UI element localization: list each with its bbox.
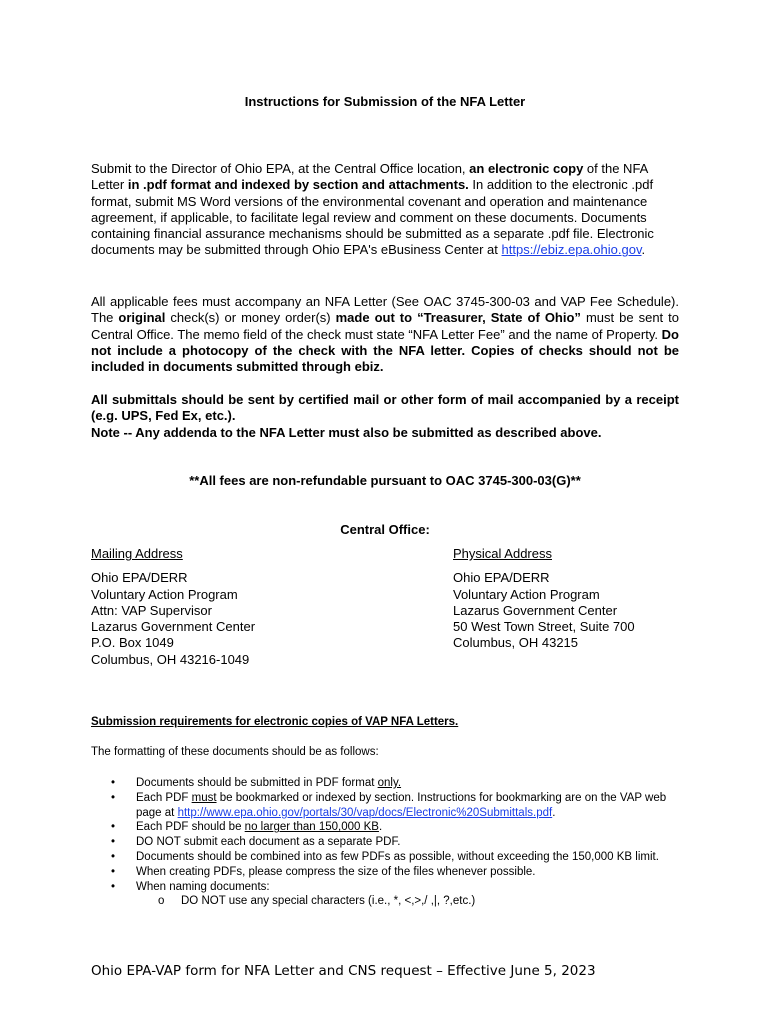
central-office-heading: Central Office: (340, 522, 430, 537)
submission-requirements-heading: Submission requirements for electronic copies of VAP NFA Letters. (91, 716, 459, 728)
list-item: • When creating PDFs, please compress the size of the files whenever possible. (111, 865, 536, 878)
address-line: Columbus, OH 43215 (453, 635, 579, 651)
list-item: • Each PDF must be bookmarked or indexed by section. Instructions for bookmarking are on the VAP web page at http://www.epa.ohio.gov/portals/30/vap/docs/Electronic%20Submittals.pdf. (111, 791, 667, 819)
address-line: Ohio EPA/DERR (453, 570, 550, 586)
address-line: Lazarus Government Center (453, 602, 618, 618)
address-line: Voluntary Action Program (453, 586, 600, 602)
address-line: P.O. Box 1049 (91, 635, 174, 651)
list-item: • Documents should be combined into as few PDFs as possible, without exceeding the 150,000 KB limit. (111, 850, 659, 863)
address-line: Voluntary Action Program (91, 586, 238, 602)
list-item: • Each PDF should be no larger than 150,000 KB. (111, 821, 383, 834)
paragraph-electronic-submission: Submit to the Director of Ohio EPA, at the Central Office location, an electronic copy of the NFA Letter in .pdf format and indexed by section and attachments. In addition to the electronic .pdf format, submit MS Word versions of the environmental covenant and operation and maintenance agreement, if applicable, to facilitate legal review and comment on these documents. Documents containing financial assurance mechanisms should be submitted as a separate .pdf file. Electronic documents may be submitted through Ohio EPA's eBusiness Center at https://ebiz.epa.ohio.gov. (91, 161, 654, 258)
address-line: Attn: VAP Supervisor (91, 602, 212, 618)
formatting-intro: The formatting of these documents should be as follows: (91, 746, 379, 758)
bullet-icon: • (111, 850, 116, 863)
page-footer: Ohio EPA-VAP form for NFA Letter and CNS request – Effective June 5, 2023 (91, 963, 596, 979)
paragraph-fees: All applicable fees must accompany an NFA Letter (See OAC 3745-300-03 and VAP Fee Schedule). The original check(s) or money order(s) made out to “Treasurer, State of Ohio” must be sent to Central Office. The memo field of the check must state “NFA Letter Fee” and the name of Property. Do not include a photocopy of the check with the NFA letter. Copies of checks should not be included in documents submitted through ebiz. (91, 294, 680, 375)
list-item: • Documents should be submitted in PDF format only. (111, 777, 402, 789)
electronic-submittals-link[interactable]: http://www.epa.ohio.gov/portals/30/vap/docs/Electronic%20Submittals.pdf (177, 806, 553, 819)
document-title: Instructions for Submission of the NFA Letter (244, 94, 526, 109)
bullet-icon: • (111, 865, 116, 878)
paragraph-submittals: All submittals should be sent by certified mail or other form of mail accompanied by a receipt (e.g. UPS, Fed Ex, etc.). Note -- Any addenda to the NFA Letter must also be submitted as described above. (91, 392, 679, 440)
physical-address-block (453, 546, 635, 652)
address-line: Ohio EPA/DERR (91, 570, 188, 586)
mailing-address-block (91, 546, 255, 668)
address-line: 50 West Town Street, Suite 700 (453, 619, 635, 635)
bullet-icon: • (111, 821, 116, 834)
sub-bullet-icon: o (158, 895, 165, 908)
fees-non-refundable-note: **All fees are non-refundable pursuant to OAC 3745-300-03(G)** (189, 473, 581, 488)
list-item: • When naming documents: (111, 880, 270, 893)
address-line: Lazarus Government Center (91, 619, 256, 635)
address-line: Columbus, OH 43216-1049 (91, 651, 250, 667)
mailing-address-heading: Mailing Address (91, 546, 183, 561)
ebiz-link[interactable]: https://ebiz.epa.ohio.gov (501, 242, 642, 258)
physical-address-heading: Physical Address (453, 546, 552, 561)
bullet-icon: • (111, 791, 116, 804)
list-subitem: o DO NOT use any special characters (i.e., *, <,>,/ ,|, ?,etc.) (158, 895, 476, 908)
requirements-list (91, 776, 691, 909)
bullet-icon: • (111, 880, 116, 893)
bullet-icon: • (111, 777, 116, 789)
list-item: • DO NOT submit each document as a separate PDF. (111, 836, 401, 849)
bullet-icon: • (111, 836, 116, 849)
